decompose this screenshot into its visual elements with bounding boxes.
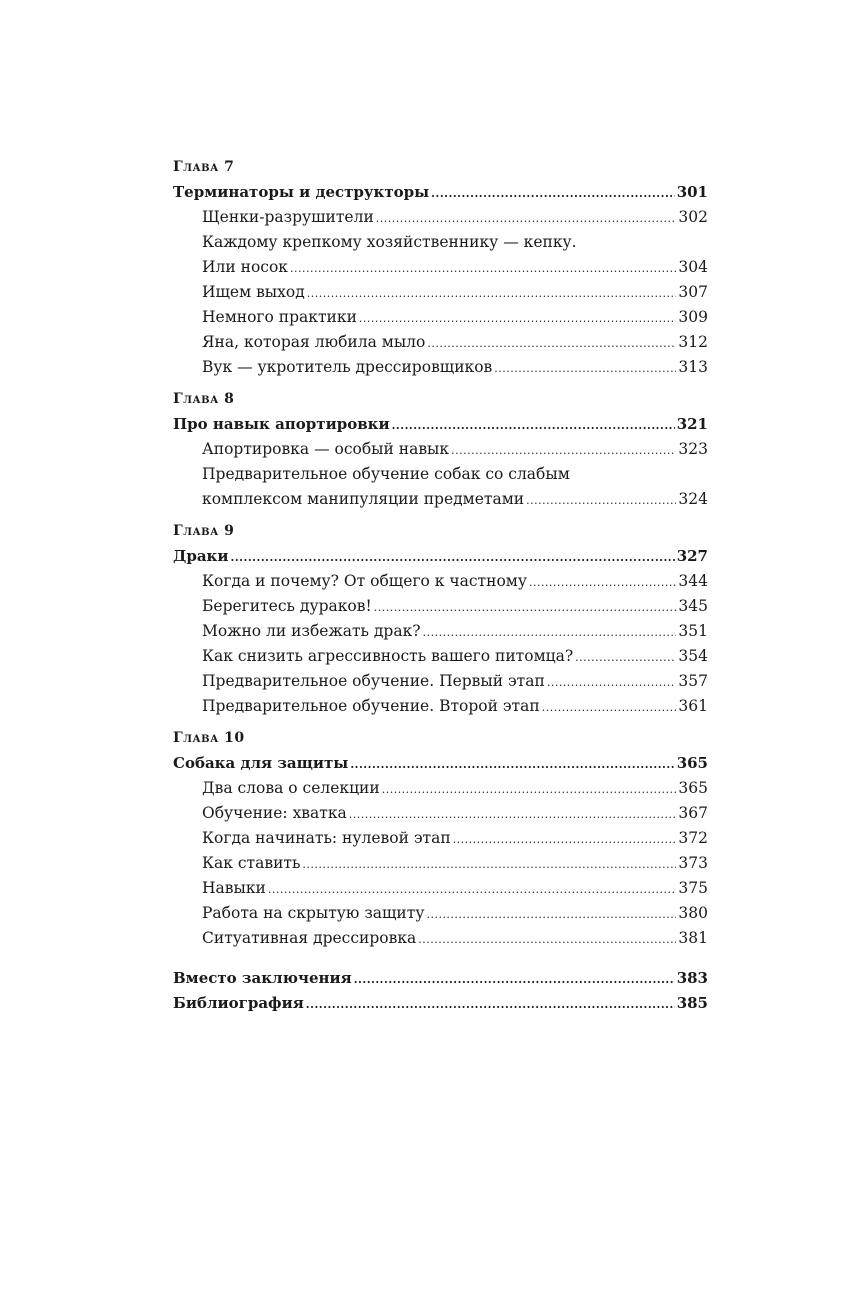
chapter-label: Глава 10 [173,730,245,746]
dot-leader [453,827,677,852]
chapter-title: Драки [173,547,229,565]
page-number: 383 [676,969,708,987]
table-of-contents [173,155,708,1016]
page-number: 381 [678,929,708,947]
page-number: 323 [678,440,708,458]
page-number: 324 [678,490,708,508]
section-title: Как снизить агрессивность вашего питомца? [202,647,574,665]
dot-leader [431,181,675,206]
page-number: 367 [678,804,708,822]
toc-item [173,826,708,851]
conclusion-title: Вместо заключения [173,969,352,987]
toc-item [173,644,708,669]
toc-item [173,305,708,330]
page-number: 351 [678,622,708,640]
section-title: Два слова о селекции [202,779,380,797]
toc-item [173,355,708,380]
page-number: 304 [678,258,708,276]
toc-item [173,851,708,876]
toc-item [173,330,708,355]
toc-item [173,594,708,619]
section-title: Работа на скрытую защиту [202,904,425,922]
toc-item [173,487,708,512]
conclusion-row [173,966,708,991]
page-number: 365 [676,754,708,772]
chapter-label: Глава 8 [173,391,235,407]
dot-leader [418,927,676,952]
section-title: Берегитесь дураков! [202,597,372,615]
section-title: Предварительное обучение. Первый этап [202,672,545,690]
toc-item [173,619,708,644]
chapter-title-row [173,412,708,437]
toc-item [173,901,708,926]
dot-leader [302,852,676,877]
dot-leader [575,645,676,670]
toc-item [173,694,708,719]
section-title: Вук — укротитель дрессировщиков [202,358,493,376]
page-number: 344 [678,572,708,590]
chapter-title: Терминаторы и деструкторы [173,183,430,201]
page-number: 321 [676,415,708,433]
page-number: 357 [678,672,708,690]
section-title: Или носок [202,258,288,276]
page-number: 302 [678,208,708,226]
dot-leader [359,306,677,331]
section-title: Навыки [202,879,266,897]
page-number: 372 [678,829,708,847]
page-number: 312 [678,333,708,351]
dot-leader [290,256,676,281]
dot-leader [542,695,677,720]
page-number: 327 [676,547,708,565]
dot-leader [423,620,677,645]
toc-item [173,280,708,305]
dot-leader [268,877,677,902]
dot-leader [231,545,675,570]
page-number: 309 [678,308,708,326]
section-title: Яна, которая любила мыло [202,333,426,351]
page-number: 385 [676,994,708,1012]
dot-leader [307,281,677,306]
page-number: 313 [678,358,708,376]
chapter-label: Глава 9 [173,523,235,539]
chapter-title-row [173,751,708,776]
section-gap [173,951,708,966]
section-title-line: Каждому крепкому хозяйственнику — кепку. [202,233,577,251]
dot-leader [374,595,677,620]
toc-item [173,876,708,901]
page-number: 365 [678,779,708,797]
dot-leader [494,356,676,381]
page-number: 361 [678,697,708,715]
dot-leader [427,331,676,356]
toc-item [173,255,708,280]
page-number: 301 [676,183,708,201]
section-title: Немного практики [202,308,357,326]
section-title: Ситуативная дрессировка [202,929,417,947]
dot-leader [349,802,677,827]
page-number: 380 [678,904,708,922]
page-number: 307 [678,283,708,301]
dot-leader [350,752,674,777]
chapter-title-row [173,544,708,569]
section-title: Апортировка — особый навык [202,440,450,458]
dot-leader [526,488,676,513]
page-number: 345 [678,597,708,615]
page-number: 373 [678,854,708,872]
toc-item [173,776,708,801]
section-title: комплексом манипуляции предметами [202,490,525,508]
bibliography-title: Библиография [173,994,304,1012]
dot-leader [306,992,675,1017]
dot-leader [392,413,675,438]
dot-leader [547,670,677,695]
section-title: Предварительное обучение. Второй этап [202,697,540,715]
toc-item [173,669,708,694]
section-title: Ищем выход [202,283,305,301]
toc-item [173,205,708,230]
section-title: Как ставить [202,854,301,872]
chapter-title-row [173,180,708,205]
section-title: Щенки-разрушители [202,208,374,226]
dot-leader [382,777,677,802]
section-title: Когда и почему? От общего к частному [202,572,527,590]
dot-leader [376,206,677,231]
page-number: 354 [678,647,708,665]
chapter-title: Собака для защиты [173,754,349,772]
dot-leader [426,902,676,927]
dot-leader [529,570,676,595]
bibliography-row [173,991,708,1016]
section-title: Можно ли избежать драк? [202,622,421,640]
toc-item [173,569,708,594]
section-title-line: Предварительное обучение собак со слабым [202,465,570,483]
dot-leader [354,967,675,992]
chapter-title: Про навык апортировки [173,415,390,433]
chapter-label: Глава 7 [173,159,235,175]
section-title: Когда начинать: нулевой этап [202,829,451,847]
toc-item [173,926,708,951]
toc-item [173,801,708,826]
dot-leader [451,438,676,463]
section-title: Обучение: хватка [202,804,347,822]
toc-item [173,437,708,462]
page-number: 375 [678,879,708,897]
